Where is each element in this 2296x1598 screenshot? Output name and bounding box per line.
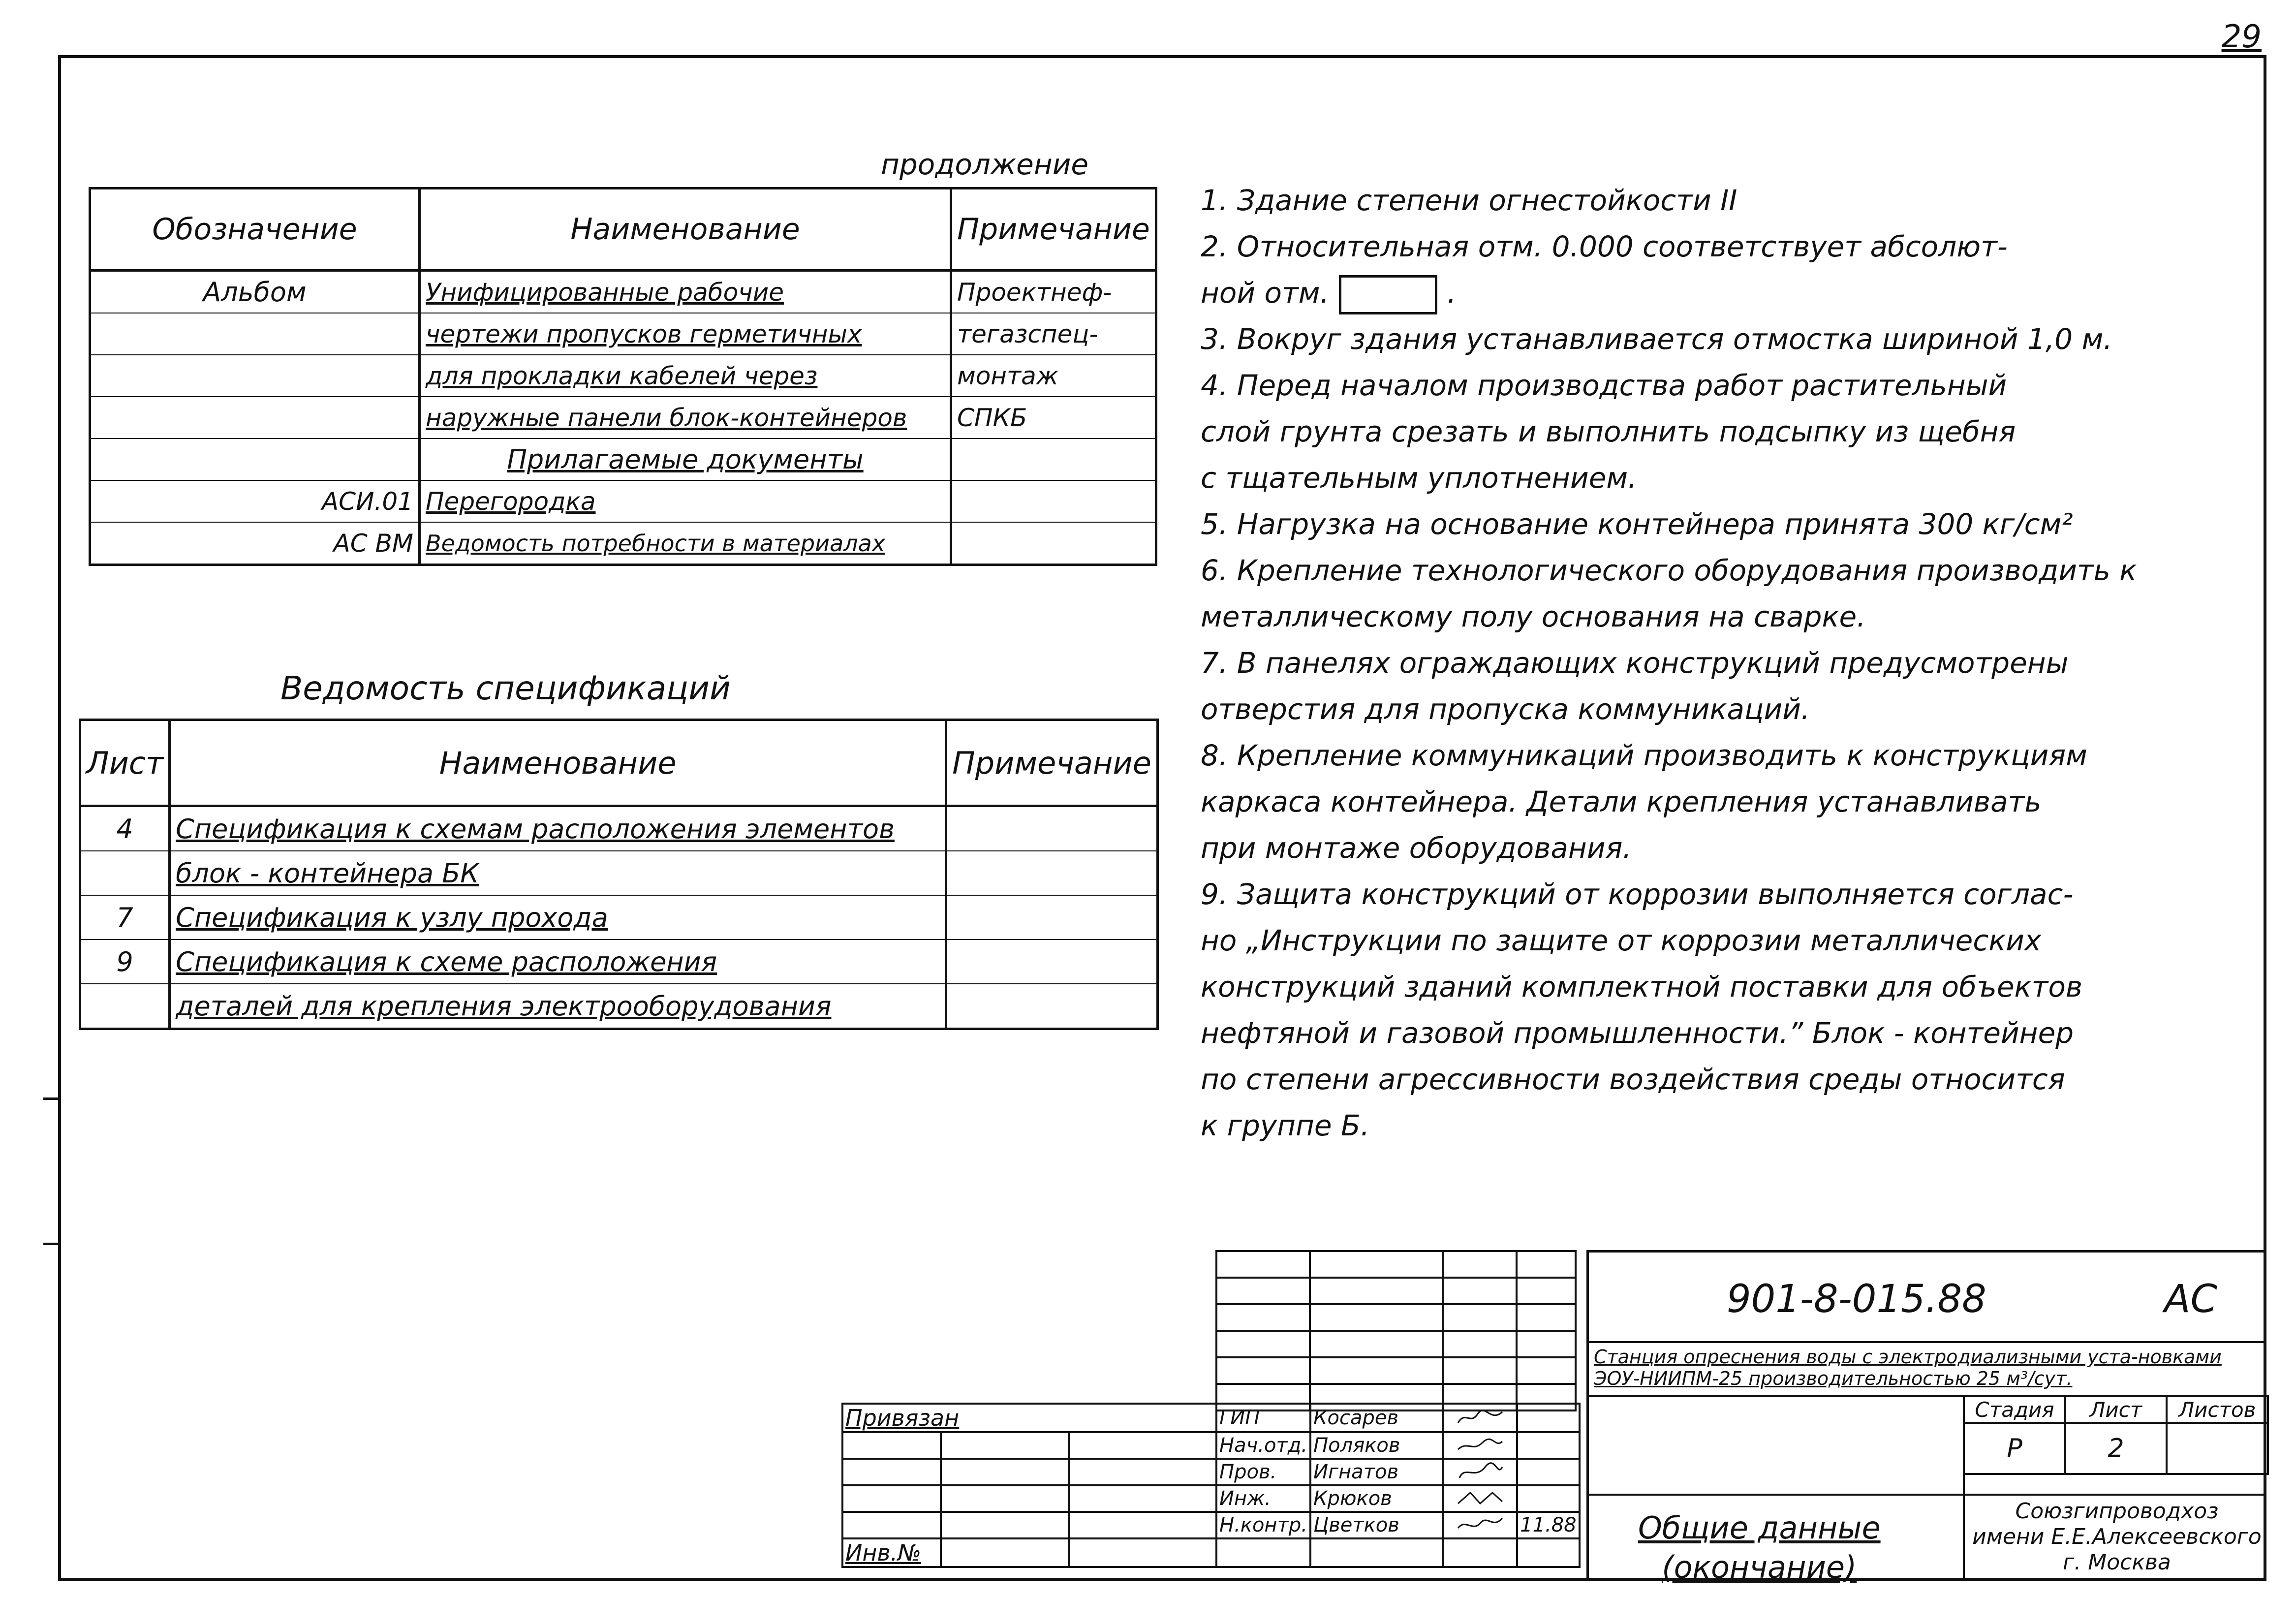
name-cell: Спецификация к узлу прохода <box>170 895 946 940</box>
role-cell: Н.контр. <box>1216 1512 1310 1538</box>
designation-cell: АСИ.01 <box>90 480 420 522</box>
role-cell: Нач.отд. <box>1216 1432 1310 1459</box>
signature-row <box>842 1404 1580 1432</box>
header-name: Наименование <box>420 188 951 271</box>
inv-label: Инв.№ <box>842 1538 941 1567</box>
note-5: 5. Нагрузка на основание контейнера принята 300 кг/см² <box>1201 507 2073 541</box>
note-9: 9. Защита конструкций от коррозии выполняется соглас- но „Инструкции по защите от коррозии металлических конструкций зданий комплектной поставки для объектов нефтяной и газовой промышленности.” Блок - контейнер по степени агрессивности воздействия среды относится к группе Б. <box>1201 877 2082 1142</box>
table-row <box>80 940 1158 984</box>
note-cell <box>951 522 1156 565</box>
note-cell: СПКБ <box>951 397 1156 439</box>
name-cell: наружные панели блок-контейнеров <box>420 397 951 439</box>
table-row <box>90 271 1156 313</box>
grid-row <box>1216 1251 1576 1278</box>
table-row <box>80 984 1158 1029</box>
note-cell <box>946 984 1158 1029</box>
name-cell: Игнатов <box>1310 1459 1443 1485</box>
table-header-row <box>90 188 1156 271</box>
header-name: Наименование <box>170 720 946 806</box>
project-description: Станция опреснения воды с электродиализными уста-новками ЭОУ-НИИПМ-25 производительностью 25 м³/сут. <box>1594 1346 2222 1389</box>
signature-mark <box>1446 1462 1514 1482</box>
table-row <box>90 522 1156 565</box>
header-sheet: Лист <box>80 720 170 806</box>
stage-header: Стадия <box>1964 1396 2065 1423</box>
table-header-row <box>80 720 1158 806</box>
signature-row <box>842 1432 1580 1459</box>
table-row <box>80 851 1158 895</box>
note-cell: Проектнеф- <box>951 271 1156 313</box>
name-cell: Поляков <box>1310 1432 1443 1459</box>
section-subheading: Прилагаемые документы <box>420 439 951 480</box>
stage-table <box>1963 1395 2269 1475</box>
role-cell: Пров. <box>1216 1459 1310 1485</box>
note-2-text: ной отм. <box>1201 276 1329 310</box>
signature-cell <box>1443 1459 1517 1485</box>
note-6: 6. Крепление технологического оборудования производить к металлическому полу основания на сварке. <box>1201 554 2137 633</box>
designation-cell <box>90 313 420 355</box>
table-row <box>90 439 1156 480</box>
role-cell: ГИП <box>1216 1404 1310 1432</box>
table-row <box>90 397 1156 439</box>
sheet-cell <box>80 851 170 895</box>
name-cell: деталей для крепления электрооборудования <box>170 984 946 1029</box>
name-cell: Унифицированные рабочие <box>420 271 951 313</box>
sheet-cell <box>80 984 170 1029</box>
sheets-value <box>2167 1423 2268 1474</box>
date-cell <box>1517 1432 1580 1459</box>
name-cell: для прокладки кабелей через <box>420 355 951 397</box>
note-4: 4. Перед началом производства работ растительный слой грунта срезать и выполнить подсыпку из щебня с тщательным уплотнением. <box>1201 369 2016 495</box>
signature-row <box>842 1538 1580 1567</box>
note-cell <box>951 480 1156 522</box>
document-code: 901-8-015.88 <box>1727 1277 1986 1321</box>
table-row <box>90 480 1156 522</box>
signature-cell <box>1443 1512 1517 1538</box>
name-cell: Ведомость потребности в материалах <box>420 522 951 565</box>
table-row <box>90 313 1156 355</box>
grid-row <box>1216 1357 1576 1384</box>
designation-cell <box>90 397 420 439</box>
designation-cell: АС ВМ <box>90 522 420 565</box>
note-2-line-2: ной отм. . <box>1201 270 2249 316</box>
note-1: 1. Здание степени огнестойкости II <box>1201 184 1738 217</box>
organization-name: Союзгипроводхоз имени Е.Е.Алексеевского г. Москва <box>1972 1499 2262 1575</box>
signature-mark <box>1446 1436 1514 1455</box>
bound-label: Привязан <box>842 1404 1216 1432</box>
header-note: Примечание <box>946 720 1158 806</box>
elevation-box <box>1339 275 1437 314</box>
stage-values-row <box>1964 1423 2268 1474</box>
page-number: 29 <box>2221 19 2262 55</box>
table-row <box>80 806 1158 851</box>
signature-table <box>841 1403 1581 1568</box>
sheets-header: Листов <box>2167 1396 2268 1423</box>
note-cell <box>951 439 1156 480</box>
name-cell: Перегородка <box>420 480 951 522</box>
header-note: Примечание <box>951 188 1156 271</box>
signature-cell <box>1443 1404 1517 1432</box>
name-cell: Цветков <box>1310 1512 1443 1538</box>
signature-row <box>842 1459 1580 1485</box>
date-cell <box>1517 1485 1580 1512</box>
signature-mark <box>1446 1408 1514 1428</box>
revision-grid <box>1215 1250 1577 1411</box>
role-cell: Инж. <box>1216 1485 1310 1512</box>
spec-title: Ведомость спецификаций <box>280 669 731 707</box>
date-cell <box>1517 1459 1580 1485</box>
grid-row <box>1216 1278 1576 1304</box>
sheet-cell: 7 <box>80 895 170 940</box>
designation-cell: Альбом <box>90 271 420 313</box>
date-cell <box>1517 1404 1580 1432</box>
designation-cell <box>90 439 420 480</box>
general-notes <box>1201 177 2249 1149</box>
stage-value: Р <box>1964 1423 2065 1474</box>
signature-row <box>842 1512 1580 1538</box>
note-cell <box>946 806 1158 851</box>
note-cell: тегазспец- <box>951 313 1156 355</box>
designation-cell <box>90 355 420 397</box>
stage-header-row <box>1964 1396 2268 1423</box>
continuation-caption: продолжение <box>881 148 1089 181</box>
drawing-mark: АС <box>2164 1277 2217 1321</box>
note-8: 8. Крепление коммуникаций производить к конструкциям каркаса контейнера. Детали крепления устанавливать при монтаже оборудования. <box>1201 739 2087 865</box>
note-7: 7. В панелях ограждающих конструкций предусмотрены отверстия для пропуска коммуникаций. <box>1201 646 2069 726</box>
sheet-header: Лист <box>2065 1396 2167 1423</box>
name-cell: Крюков <box>1310 1485 1443 1512</box>
signature-mark <box>1446 1515 1514 1535</box>
name-cell: Спецификация к схемам расположения элементов <box>170 806 946 851</box>
name-cell: Спецификация к схеме расположения <box>170 940 946 984</box>
signature-row <box>842 1485 1580 1512</box>
table-row <box>90 355 1156 397</box>
grid-row <box>1216 1304 1576 1331</box>
table-row <box>80 895 1158 940</box>
documents-table <box>89 187 1157 566</box>
specifications-table <box>79 719 1159 1030</box>
sheet-cell: 4 <box>80 806 170 851</box>
name-cell: блок - контейнера БК <box>170 851 946 895</box>
name-cell: чертежи пропусков герметичных <box>420 313 951 355</box>
header-designation: Обозначение <box>90 188 420 271</box>
sheet-cell: 9 <box>80 940 170 984</box>
note-cell: монтаж <box>951 355 1156 397</box>
grid-row <box>1216 1331 1576 1357</box>
signature-cell <box>1443 1485 1517 1512</box>
note-cell <box>946 940 1158 984</box>
divider <box>1589 1341 2266 1343</box>
sheet-title: Общие данные (окончание) <box>1638 1510 1881 1585</box>
note-cell <box>946 851 1158 895</box>
note-3: 3. Вокруг здания устанавливается отмостка шириной 1,0 м. <box>1201 322 2112 356</box>
date-cell: 11.88 <box>1517 1512 1580 1538</box>
note-cell <box>946 895 1158 940</box>
divider <box>1589 1494 2266 1496</box>
signature-mark <box>1446 1489 1514 1508</box>
sheet-value: 2 <box>2065 1423 2167 1474</box>
note-2-line-1: 2. Относительная отм. 0.000 соответствует абсолют- <box>1201 230 2008 263</box>
margin-mark <box>43 1243 58 1245</box>
signature-cell <box>1443 1432 1517 1459</box>
title-block <box>1586 1250 2266 1585</box>
name-cell: Косарев <box>1310 1404 1443 1432</box>
margin-mark <box>43 1097 58 1100</box>
